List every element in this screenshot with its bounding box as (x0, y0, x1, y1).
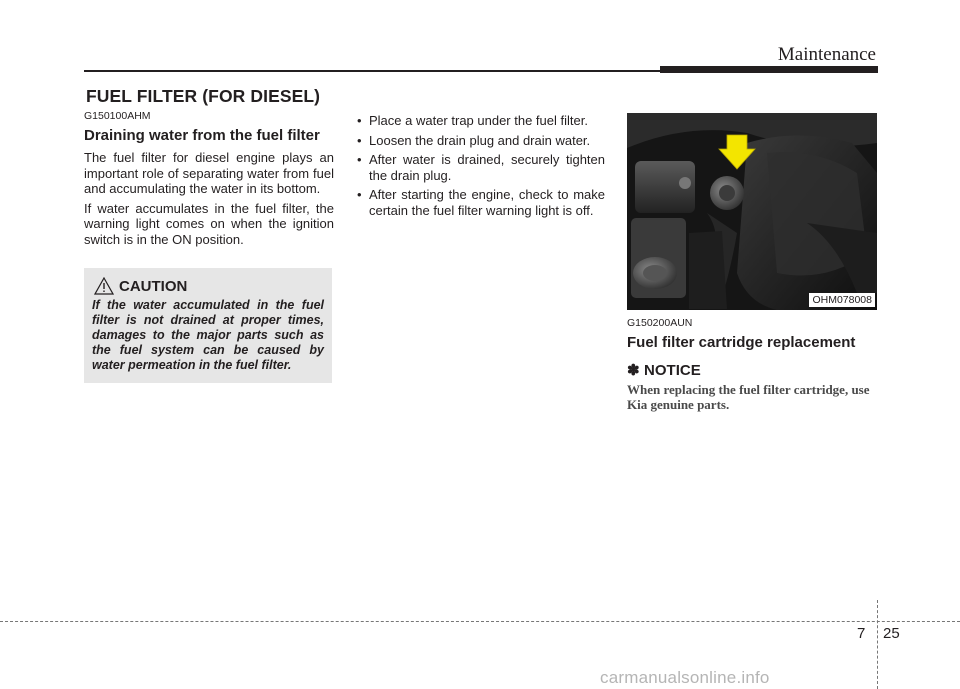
footer-vertical-divider (877, 600, 878, 689)
caution-text: If the water accumulated in the fuel filter is not drained at proper times, damages to the major parts such as the fuel system can be caused by water permeation in the fuel filter. (92, 298, 324, 372)
chapter-title: Maintenance (777, 44, 876, 65)
page-number: 25 (883, 625, 900, 642)
paragraph: If water accumulates in the fuel filter, the warning light comes on when the ignition switch is in the ON position. (84, 200, 334, 247)
subheading-cartridge: Fuel filter cartridge replacement (627, 334, 856, 351)
engine-photo (627, 113, 877, 310)
section-code: G150100AHM (84, 110, 151, 122)
photo-label: OHM078008 (809, 293, 875, 307)
middle-column (355, 113, 605, 222)
caution-box (84, 268, 332, 383)
watermark: carmanualsonline.info (600, 668, 770, 687)
body-text (84, 150, 334, 247)
subheading-draining: Draining water from the fuel filter (84, 127, 320, 144)
footer-divider (0, 621, 960, 622)
notice-text: When replacing the fuel filter cartridge, use Kia genuine parts. (627, 382, 870, 412)
list-item: • Loosen the drain plug and drain water. (355, 133, 605, 149)
right-column (627, 317, 879, 412)
page-chapter-number: 7 (857, 625, 866, 642)
section-code: G150200AUN (627, 317, 693, 329)
section-title: FUEL FILTER (FOR DIESEL) (86, 86, 321, 106)
caution-title: CAUTION (119, 277, 188, 295)
caution-header (94, 277, 187, 295)
header-rule (84, 70, 660, 72)
notice-header (627, 361, 879, 380)
list-item: • After starting the engine, check to make certain the fuel filter warning light is off. (355, 187, 605, 218)
paragraph: The fuel filter for diesel engine plays an important role of separating water from fuel and accumulating the water in its bottom. (84, 150, 334, 196)
list-item: • Place a water trap under the fuel filter. (355, 113, 605, 129)
left-column (84, 110, 334, 251)
notice-icon: ✽ (627, 362, 640, 379)
header-rule-thick (660, 66, 878, 73)
notice-title: NOTICE (644, 362, 701, 379)
list-item: • After water is drained, securely tighten the drain plug. (355, 152, 605, 183)
procedure-list (355, 113, 605, 218)
engine-illustration (627, 113, 877, 310)
warning-triangle-icon (94, 277, 114, 295)
